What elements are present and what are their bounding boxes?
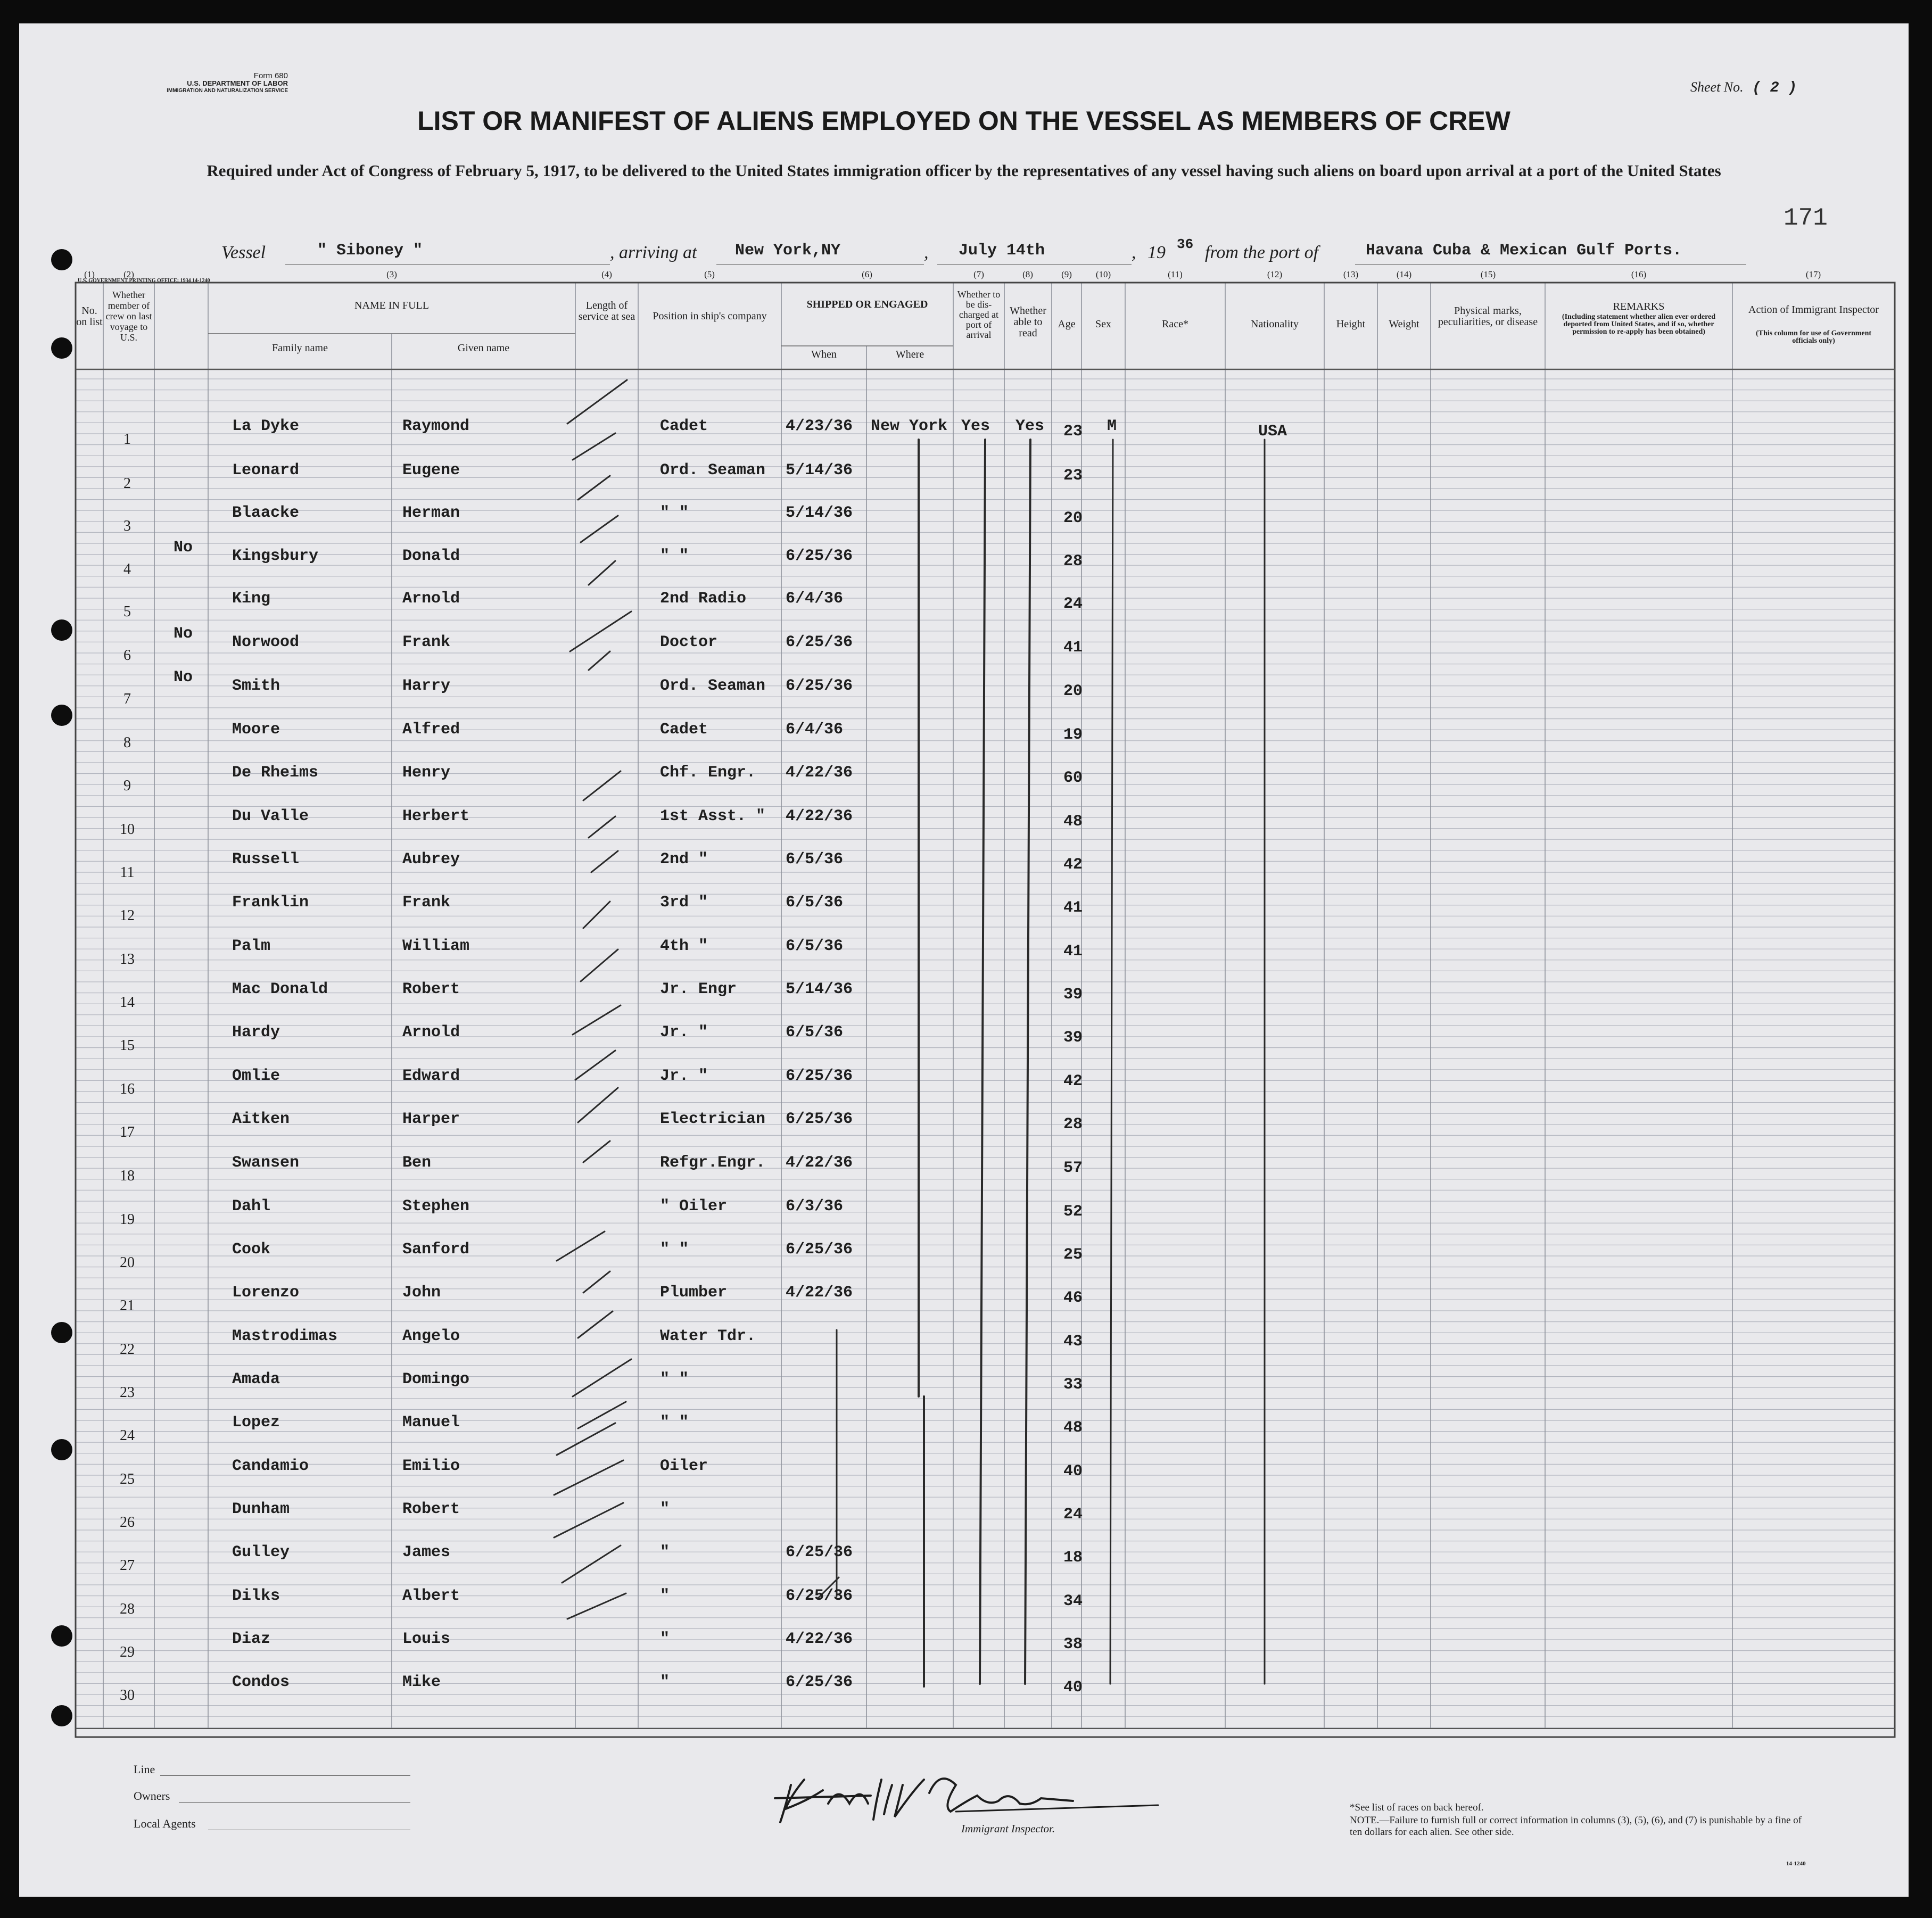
cell-age: 39 bbox=[1063, 986, 1083, 1004]
col-last-voyage: Whether member of crew on last voyage to U.S. bbox=[105, 290, 152, 343]
cell-family: Mac Donald bbox=[232, 980, 328, 998]
service: IMMIGRATION AND NATURALIZATION SERVICE bbox=[167, 88, 288, 94]
cell-position: Electrician bbox=[660, 1110, 766, 1128]
cell-family: Lorenzo bbox=[232, 1284, 300, 1302]
row-number: 25 bbox=[120, 1471, 135, 1487]
row-number: 12 bbox=[120, 907, 135, 924]
cell-when: 6/5/36 bbox=[786, 1023, 844, 1041]
vessel-label: Vessel bbox=[221, 243, 266, 262]
col-nationality: Nationality bbox=[1251, 318, 1299, 330]
cell-age: 46 bbox=[1063, 1289, 1083, 1307]
col-weight: Weight bbox=[1389, 318, 1419, 330]
row-number: 19 bbox=[120, 1211, 135, 1228]
cell-family: Gulley bbox=[232, 1543, 290, 1561]
col-name-in-full: NAME IN FULL bbox=[354, 300, 429, 311]
cell-given: James bbox=[402, 1543, 451, 1561]
cell-last: No bbox=[174, 539, 193, 557]
cell-when: 4/22/36 bbox=[786, 807, 853, 825]
cell-age: 28 bbox=[1063, 1115, 1083, 1134]
cell-given: Aubrey bbox=[402, 850, 460, 869]
column-number: (12) bbox=[1267, 269, 1283, 279]
cell-when: 6/25/36 bbox=[786, 1110, 853, 1128]
cell-position: Chf. Engr. bbox=[660, 764, 756, 782]
cell-position: 2nd Radio bbox=[660, 590, 747, 608]
cell-family: Swansen bbox=[232, 1154, 300, 1172]
cell-when: 5/14/36 bbox=[786, 980, 853, 998]
footnote-races: *See list of races on back hereof. bbox=[1350, 1802, 1484, 1813]
column-number: (10) bbox=[1095, 269, 1111, 279]
cell-age: 23 bbox=[1063, 423, 1083, 441]
printing-office: U.S. GOVERNMENT PRINTING OFFICE: 1934 14-1240 bbox=[78, 278, 210, 284]
cell-given: Ben bbox=[402, 1154, 432, 1172]
cell-position: " bbox=[660, 1587, 670, 1605]
cell-age: 20 bbox=[1063, 682, 1083, 700]
cell-when: 6/25/36 bbox=[786, 1067, 853, 1085]
cell-age: 39 bbox=[1063, 1029, 1083, 1047]
cell-given: Henry bbox=[402, 764, 451, 782]
cell-family: La Dyke bbox=[232, 417, 300, 435]
cell-family: Norwood bbox=[232, 633, 300, 651]
col-height: Height bbox=[1336, 318, 1366, 330]
col-shipped: SHIPPED OR ENGAGED bbox=[806, 299, 928, 310]
row-number: 8 bbox=[123, 734, 131, 751]
cell-position: " " bbox=[660, 1413, 689, 1432]
cell-family: De Rheims bbox=[232, 764, 319, 782]
row-number: 14 bbox=[120, 994, 135, 1011]
cell-given: Herman bbox=[402, 504, 460, 522]
col-family-name: Family name bbox=[272, 342, 328, 354]
column-number: (5) bbox=[704, 269, 715, 279]
cell-position: 2nd " bbox=[660, 850, 708, 869]
cell-age: 43 bbox=[1063, 1333, 1083, 1351]
column-number: (1) bbox=[84, 269, 95, 279]
cell-when: 6/25/36 bbox=[786, 677, 853, 695]
cell-age: 28 bbox=[1063, 552, 1083, 571]
col-sex: Sex bbox=[1095, 318, 1111, 330]
inspector-label: Immigrant Inspector. bbox=[961, 1822, 1055, 1835]
cell-given: Manuel bbox=[402, 1413, 460, 1432]
cell-last: No bbox=[174, 625, 193, 643]
cell-position: 3rd " bbox=[660, 894, 708, 912]
cell-when: 6/5/36 bbox=[786, 937, 844, 955]
cell-age: 48 bbox=[1063, 1419, 1083, 1437]
form-code: 14-1240 bbox=[1786, 1861, 1806, 1867]
cell-when: 6/25/36 bbox=[786, 1673, 853, 1691]
cell-family: Mastrodimas bbox=[232, 1327, 338, 1345]
cell-family: Lopez bbox=[232, 1413, 280, 1432]
cell-given: Emilio bbox=[402, 1457, 460, 1475]
col-given-name: Given name bbox=[457, 342, 510, 354]
cell-family: Palm bbox=[232, 937, 271, 955]
cell-position: Doctor bbox=[660, 633, 718, 651]
note-text: —Failure to furnish full or correct information in columns (3), (5), (6), and (7) is punishable by a fine of ten dollars for each alien. See other side. bbox=[1350, 1815, 1802, 1838]
cell-age: 60 bbox=[1063, 769, 1083, 787]
cell-where: New York bbox=[871, 417, 948, 435]
cell-given: Robert bbox=[402, 1500, 460, 1518]
cell-age: 48 bbox=[1063, 813, 1083, 831]
cell-given: Donald bbox=[402, 547, 460, 565]
cell-family: Du Valle bbox=[232, 807, 309, 825]
cell-position: " bbox=[660, 1673, 670, 1691]
cell-family: Moore bbox=[232, 721, 280, 739]
row-number: 18 bbox=[120, 1168, 135, 1184]
cell-position: " " bbox=[660, 504, 689, 522]
row-number: 24 bbox=[120, 1427, 135, 1444]
row-number: 28 bbox=[120, 1601, 135, 1617]
cell-position: Jr. " bbox=[660, 1023, 708, 1041]
year-suffix: 36 bbox=[1177, 236, 1194, 252]
cell-position: " " bbox=[660, 547, 689, 565]
cell-position: " bbox=[660, 1543, 670, 1561]
row-number: 2 bbox=[123, 475, 131, 492]
cell-when: 6/25/36 bbox=[786, 1543, 853, 1561]
row-number: 17 bbox=[120, 1124, 135, 1140]
cell-age: 52 bbox=[1063, 1203, 1083, 1221]
column-number: (16) bbox=[1631, 269, 1647, 279]
cell-position: 1st Asst. " bbox=[660, 807, 766, 825]
department: U.S. DEPARTMENT OF LABOR bbox=[187, 79, 288, 87]
cell-family: King bbox=[232, 590, 271, 608]
cell-given: Sanford bbox=[402, 1241, 470, 1259]
row-number: 20 bbox=[120, 1254, 135, 1271]
cell-family: Omlie bbox=[232, 1067, 280, 1085]
col-discharged: Whether to be dis-charged at port of arrival bbox=[957, 289, 1001, 340]
cell-when: 6/4/36 bbox=[786, 590, 844, 608]
page-stamp: 171 bbox=[1784, 204, 1828, 232]
cell-when: 6/5/36 bbox=[786, 850, 844, 869]
row-number: 13 bbox=[120, 951, 135, 968]
cell-given: Edward bbox=[402, 1067, 460, 1085]
cell-given: Frank bbox=[402, 894, 451, 912]
cell-position: Refgr.Engr. bbox=[660, 1154, 766, 1172]
row-number: 6 bbox=[123, 647, 131, 664]
note-label: NOTE. bbox=[1350, 1815, 1380, 1826]
column-number: (15) bbox=[1480, 269, 1496, 279]
col-when: When bbox=[811, 349, 837, 360]
cell-family: Franklin bbox=[232, 894, 309, 912]
col-race: Race* bbox=[1162, 318, 1188, 330]
col-no-on-list: No. on list bbox=[76, 305, 103, 328]
cell-age: 41 bbox=[1063, 899, 1083, 917]
col-remarks: REMARKS bbox=[1613, 301, 1665, 312]
vessel-name: " Siboney " bbox=[317, 242, 423, 260]
column-number: (9) bbox=[1061, 269, 1072, 279]
cell-age: 24 bbox=[1063, 1506, 1083, 1524]
row-number: 16 bbox=[120, 1081, 135, 1097]
cell-position: " bbox=[660, 1500, 670, 1518]
footnote-penalty bbox=[1350, 1815, 1807, 1838]
column-number: (14) bbox=[1396, 269, 1412, 279]
arrival-port: New York,NY bbox=[735, 242, 841, 260]
cell-given: Harry bbox=[402, 677, 451, 695]
cell-age: 19 bbox=[1063, 726, 1083, 744]
page-title: LIST OR MANIFEST OF ALIENS EMPLOYED ON THE VESSEL AS MEMBERS OF CREW bbox=[417, 106, 1510, 136]
row-number: 21 bbox=[120, 1297, 135, 1314]
cell-last: No bbox=[174, 668, 193, 687]
cell-age: 40 bbox=[1063, 1679, 1083, 1697]
cell-family: Amada bbox=[232, 1370, 280, 1388]
cell-age: 41 bbox=[1063, 943, 1083, 961]
cell-given: Angelo bbox=[402, 1327, 460, 1345]
cell-family: Condos bbox=[232, 1673, 290, 1691]
cell-nationality: USA bbox=[1258, 423, 1287, 441]
row-number: 11 bbox=[120, 864, 135, 881]
cell-when: 4/22/36 bbox=[786, 764, 853, 782]
cell-given: Mike bbox=[402, 1673, 441, 1691]
row-number: 1 bbox=[123, 431, 131, 448]
column-number: (17) bbox=[1805, 269, 1821, 279]
cell-when: 6/25/36 bbox=[786, 547, 853, 565]
cell-age: 40 bbox=[1063, 1462, 1083, 1481]
cell-family: Candamio bbox=[232, 1457, 309, 1475]
col-able-read: Whether able to read bbox=[1010, 305, 1046, 339]
cell-position: Jr. " bbox=[660, 1067, 708, 1085]
manifest-sheet: Form 680 U.S. DEPARTMENT OF LABOR IMMIGRATION AND NATURALIZATION SERVICE Sheet No. ( 2 ) 171 LIST OR MANIFEST OF ALIENS EMPLOYED ON THE VESSEL AS MEMBERS OF CREW Required under Act of Congress of February 5, 1917, to be delivered to the United States immigration officer by the representatives of any vessel having such aliens on board upon arrival at a port of the United States Vessel " Siboney " , arriving at New York,NY , July 14th , 19 36 from the port of Havana Cuba & Mexican Gulf Ports. U.S. GOVERNMENT PRINTING OFFICE: 1934 14-1240 (1) (2) (3) (4) (5) (6) (7) (8) (9) (10) (11) (12) (13) (14) (15) (16) (17) No. on list Whether member of crew on last voyage to U.S. NAME IN FULL Family name Given name Length of service at sea Position in ship's company SHIPPED OR ENGAGED When Where Whether to be dis-charged at port of arrival Whether able to read Age Sex Race* Nationality Height Weight Physical marks, peculiarities, or disease REMARKS (Including statement whether alien ever ordered deported from United States, and if so, whether permission to re-apply has been obtained) Action of Immigrant Inspector (This column for use of Government officials only) 1 La Dyke Raymond Cadet 4/23/36 New York Yes Yes 23 M USA 2 Leonard Eugene Ord. Seaman 5/14/36 23 3 Blaacke Herman " " 5/14/36 20 4 No Kingsbury Donald " " 6/25/36 28 5 King Arnold 2nd Radio 6/4/36 24 6 No Norwood Frank Doctor 6/25/36 41 7 No Smith Harry Ord. Seaman 6/25/36 20 8 Moore Alfred Cadet 6/4/36 19 9 De Rheims Henry Chf. Engr. 4/22/36 60 10 Du Valle Herbert 1st Asst. " 4/22/36 48 11 Russell Aubrey 2nd " 6/5/36 42 12 Franklin Frank 3rd " 6/5/36 41 13 Palm William 4th " 6/5/36 41 14 Mac Donald Robert Jr. Engr 5/14/36 39 15 Hardy Arnold Jr. " 6/5/36 39 16 Omlie Edward Jr. " 6/25/36 42 17 Aitken Harper Electrician 6/25/36 28 18 Swansen Ben Refgr.Engr. 4/22/36 57 19 Dahl Stephen " Oiler 6/3/36 52 20 Cook Sanford " " 6/25/36 25 21 Lorenzo John Plumber 4/22/36 46 22 Mastrodimas Angelo Water Tdr. 43 23 Amada Domingo " " 33 24 Lopez Manuel " " 48 25 Candamio Emilio Oiler 40 26 Dunham Robert " 24 27 Gulley James " 6/25/36 18 28 Dilks Albert " 6/25/36 34 29 Diaz Louis " 4/22/36 38 30 Condos Mike " 6/25/36 40 Line Owners Local Agents Immigrant Inspector. *See list of races on back hereof. NOTE.—Failure to furnish full or correct information in columns (3), (5), (6), and (7) is punishable by a fine of ten dollars for each alien. See other side. 14-1240 bbox=[19, 23, 1909, 1897]
cell-given: Herbert bbox=[402, 807, 470, 825]
cell-when: 4/22/36 bbox=[786, 1284, 853, 1302]
cell-age: 20 bbox=[1063, 509, 1083, 527]
cell-given: William bbox=[402, 937, 470, 955]
page-subtitle: Required under Act of Congress of February 5, 1917, to be delivered to the United States immigration officer by the representatives of any vessel having such aliens on board upon arrival at a port of the United States bbox=[207, 161, 1721, 180]
cell-position: Ord. Seaman bbox=[660, 461, 766, 480]
cell-position: Plumber bbox=[660, 1284, 728, 1302]
from-port-label: from the port of bbox=[1205, 243, 1319, 262]
cell-family: Kingsbury bbox=[232, 547, 319, 565]
row-number: 3 bbox=[123, 518, 131, 534]
cell-given: Stephen bbox=[402, 1197, 470, 1216]
cell-position: Cadet bbox=[660, 721, 708, 739]
col-remarks-note: (Including statement whether alien ever ordered deported from United States, and if so, whether permission to re-apply has been obtained) bbox=[1562, 313, 1716, 336]
row-number: 29 bbox=[120, 1644, 135, 1660]
col-length-service: Length of service at sea bbox=[578, 300, 635, 323]
row-number: 9 bbox=[123, 778, 131, 794]
row-number: 27 bbox=[120, 1557, 135, 1574]
cell-family: Dahl bbox=[232, 1197, 271, 1216]
cell-age: 24 bbox=[1063, 595, 1083, 613]
cell-when: 4/22/36 bbox=[786, 1154, 853, 1172]
cell-age: 57 bbox=[1063, 1159, 1083, 1177]
cell-position: " " bbox=[660, 1241, 689, 1259]
cell-position: Oiler bbox=[660, 1457, 708, 1475]
column-number: (13) bbox=[1343, 269, 1359, 279]
cell-sex: M bbox=[1107, 417, 1117, 435]
cell-when: 4/23/36 bbox=[786, 417, 853, 435]
cell-age: 23 bbox=[1063, 467, 1083, 485]
footer-line-label: Line bbox=[134, 1763, 155, 1776]
column-number: (8) bbox=[1022, 269, 1033, 279]
inspector-signature bbox=[754, 1753, 1169, 1828]
year-prefix: 19 bbox=[1147, 243, 1166, 262]
cell-age: 41 bbox=[1063, 639, 1083, 657]
column-number: (7) bbox=[973, 269, 984, 279]
cell-given: John bbox=[402, 1284, 441, 1302]
cell-position: Jr. Engr bbox=[660, 980, 737, 998]
cell-given: Louis bbox=[402, 1630, 451, 1648]
arriving-label: , arriving at bbox=[610, 243, 697, 262]
column-number: (11) bbox=[1168, 269, 1183, 279]
cell-family: Hardy bbox=[232, 1023, 280, 1041]
form-number: Form 680 bbox=[253, 71, 288, 80]
row-number: 30 bbox=[120, 1687, 135, 1704]
cell-when: 6/25/36 bbox=[786, 633, 853, 651]
departure-port: Havana Cuba & Mexican Gulf Ports. bbox=[1366, 242, 1682, 260]
cell-given: Domingo bbox=[402, 1370, 470, 1388]
column-number: (6) bbox=[862, 269, 872, 279]
cell-family: Cook bbox=[232, 1241, 271, 1259]
cell-age: 42 bbox=[1063, 1072, 1083, 1090]
cell-given: Raymond bbox=[402, 417, 470, 435]
cell-when: 6/25/36 bbox=[786, 1241, 853, 1259]
row-number: 26 bbox=[120, 1514, 135, 1531]
cell-age: 34 bbox=[1063, 1592, 1083, 1610]
row-number: 23 bbox=[120, 1384, 135, 1401]
footer-agents-label: Local Agents bbox=[134, 1817, 196, 1830]
cell-family: Diaz bbox=[232, 1630, 271, 1648]
arrival-date: July 14th bbox=[959, 242, 1045, 260]
cell-position: " Oiler bbox=[660, 1197, 728, 1216]
col-age: Age bbox=[1058, 318, 1076, 330]
cell-family: Dilks bbox=[232, 1587, 280, 1605]
cell-given: Eugene bbox=[402, 461, 460, 480]
column-number: (4) bbox=[601, 269, 612, 279]
row-number: 4 bbox=[123, 561, 131, 577]
footer-owners-label: Owners bbox=[134, 1789, 170, 1803]
row-number: 10 bbox=[120, 821, 135, 838]
row-number: 7 bbox=[123, 691, 131, 707]
cell-discharged: Yes bbox=[961, 417, 990, 435]
cell-given: Albert bbox=[402, 1587, 460, 1605]
cell-read: Yes bbox=[1015, 417, 1045, 435]
column-number: (2) bbox=[123, 269, 134, 279]
row-number: 22 bbox=[120, 1341, 135, 1358]
cell-position: Water Tdr. bbox=[660, 1327, 756, 1345]
sheet-number: ( 2 ) bbox=[1752, 80, 1797, 96]
cell-age: 33 bbox=[1063, 1376, 1083, 1394]
cell-family: Aitken bbox=[232, 1110, 290, 1128]
cell-position: " " bbox=[660, 1370, 689, 1388]
col-action: Action of Immigrant Inspector bbox=[1748, 304, 1879, 316]
cell-age: 25 bbox=[1063, 1246, 1083, 1264]
cell-given: Arnold bbox=[402, 590, 460, 608]
col-where: Where bbox=[895, 349, 924, 360]
cell-when: 6/5/36 bbox=[786, 894, 844, 912]
cell-family: Dunham bbox=[232, 1500, 290, 1518]
cell-when: 5/14/36 bbox=[786, 504, 853, 522]
col-action-note: (This column for use of Government officials only) bbox=[1755, 329, 1872, 345]
cell-family: Leonard bbox=[232, 461, 300, 480]
cell-family: Blaacke bbox=[232, 504, 300, 522]
column-number: (3) bbox=[386, 269, 397, 279]
cell-given: Alfred bbox=[402, 721, 460, 739]
cell-family: Smith bbox=[232, 677, 280, 695]
cell-when: 6/4/36 bbox=[786, 721, 844, 739]
cell-position: " bbox=[660, 1630, 670, 1648]
cell-family: Russell bbox=[232, 850, 300, 869]
cell-when: 5/14/36 bbox=[786, 461, 853, 480]
cell-when: 6/25/36 bbox=[786, 1587, 853, 1605]
cell-position: 4th " bbox=[660, 937, 708, 955]
cell-position: Ord. Seaman bbox=[660, 677, 766, 695]
sheet-label: Sheet No. bbox=[1690, 79, 1744, 95]
col-physical: Physical marks, peculiarities, or disease bbox=[1438, 305, 1538, 328]
cell-age: 18 bbox=[1063, 1549, 1083, 1567]
cell-given: Arnold bbox=[402, 1023, 460, 1041]
cell-position: Cadet bbox=[660, 417, 708, 435]
cell-given: Robert bbox=[402, 980, 460, 998]
row-number: 5 bbox=[123, 603, 131, 620]
col-position: Position in ship's company bbox=[653, 310, 767, 322]
cell-when: 4/22/36 bbox=[786, 1630, 853, 1648]
cell-given: Harper bbox=[402, 1110, 460, 1128]
cell-age: 42 bbox=[1063, 856, 1083, 874]
row-number: 15 bbox=[120, 1037, 135, 1054]
cell-age: 38 bbox=[1063, 1635, 1083, 1654]
cell-when: 6/3/36 bbox=[786, 1197, 844, 1216]
cell-given: Frank bbox=[402, 633, 451, 651]
